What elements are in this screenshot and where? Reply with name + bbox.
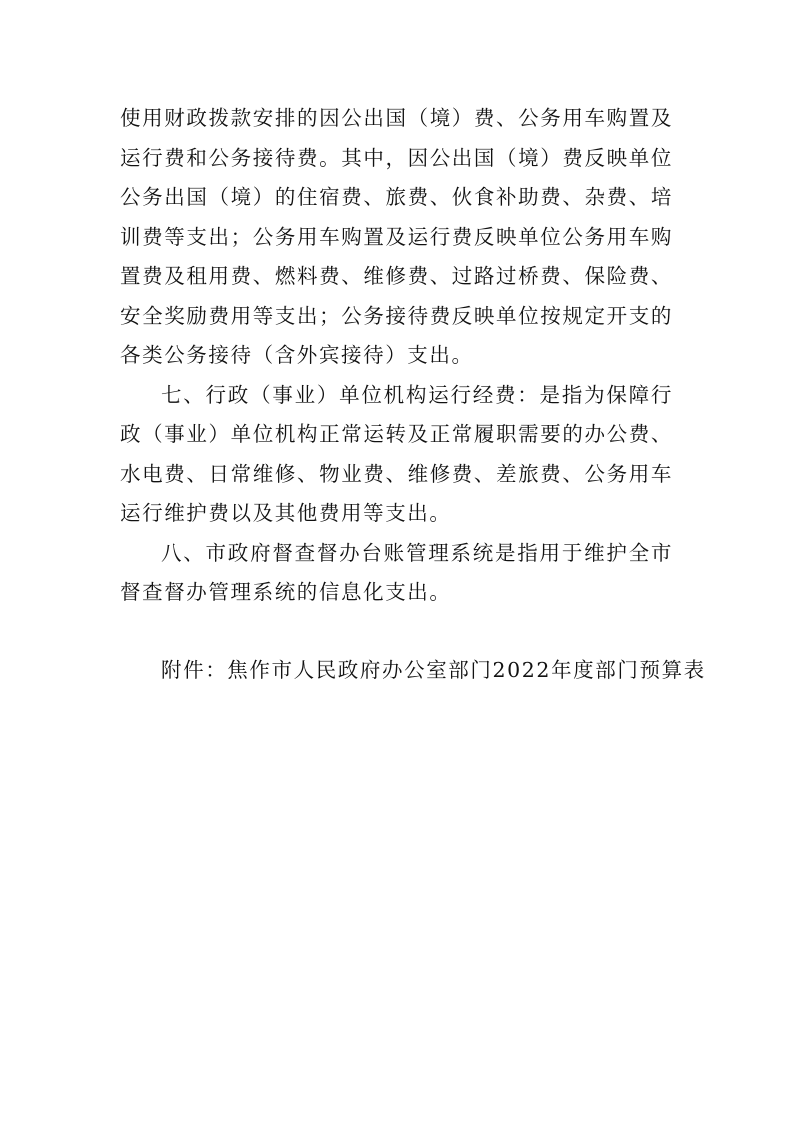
attachment-note: 附件：焦作市人民政府办公室部门2022年度部门预算表 — [161, 657, 706, 682]
paragraph-item-7: 七、行政（事业）单位机构运行经费：是指为保障行政（事业）单位机构正常运转及正常履职需要的办公费、水电费、日常维修、物业费、维修费、差旅费、公务用车运行维护费以及其他费用等支出。 — [120, 382, 673, 525]
document-body — [120, 99, 706, 690]
paragraph-item-8: 八、市政府督查督办台账管理系统是指用于维护全市督查督办管理系统的信息化支出。 — [120, 540, 673, 604]
paragraph-continued-definition: 使用财政拨款安排的因公出国（境）费、公务用车购置及运行费和公务接待费。其中，因公出国（境）费反映单位公务出国（境）的住宿费、旅费、伙食补助费、杂费、培训费等支出；公务用车购置及运行费反映单位公务用车购置费及租用费、燃料费、维修费、过路过桥费、保险费、安全奖励费用等支出；公务接待费反映单位按规定开支的各类公务接待（含外宾接待）支出。 — [120, 106, 673, 367]
